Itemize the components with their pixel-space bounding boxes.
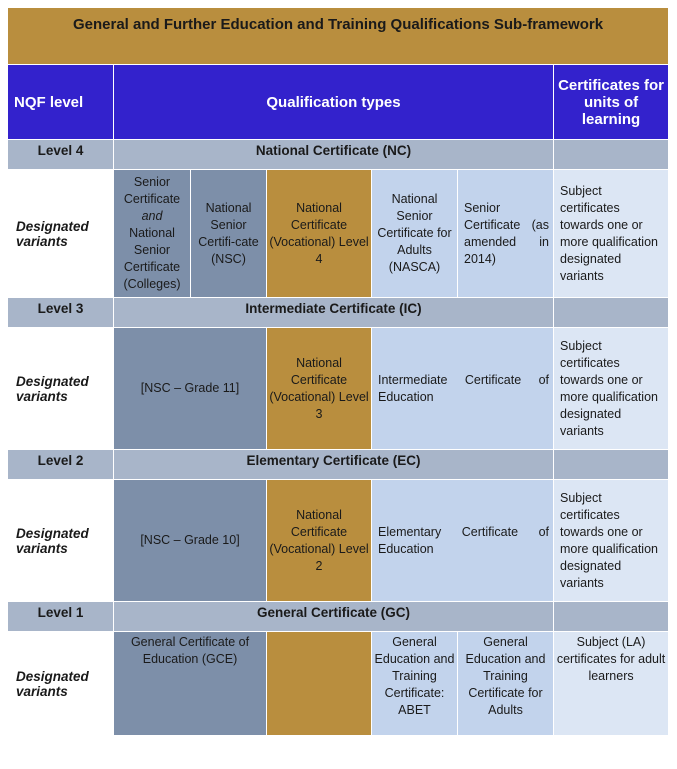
- level-2-variant-elementary-certificate: Elementary Certificate of Education: [372, 480, 554, 602]
- level-3-variant-ncv: National Certificate (Vocational) Level 3: [267, 328, 372, 450]
- header-qualification-types: Qualification types: [114, 65, 554, 140]
- level-1-variant-getc-adults: General Education and Training Certificate for Adults: [458, 632, 554, 736]
- level-3-title: Intermediate Certificate (IC): [114, 298, 554, 328]
- level-4-empty: [554, 140, 669, 170]
- level-4-variant-sc-amended: Senior Certificate (as amended in 2014): [458, 170, 554, 298]
- variant-text: Senior Certificate: [123, 175, 181, 206]
- table-title: General and Further Education and Training Qualifications Sub-framework: [8, 8, 669, 65]
- level-2-label: Level 2: [8, 450, 114, 480]
- variant-text: National Senior Certificate (Colleges): [123, 226, 181, 291]
- level-4-variant-senior-certificate: [114, 170, 191, 298]
- level-1-row: [8, 602, 669, 632]
- variant-and: and: [141, 209, 163, 223]
- level-4-title: National Certificate (NC): [114, 140, 554, 170]
- level-4-label: Level 4: [8, 140, 114, 170]
- level-3-row: [8, 298, 669, 328]
- header-nqf-level: NQF level: [8, 65, 114, 140]
- designated-variants-label: Designated variants: [8, 632, 114, 736]
- header-certificates-units: Certificates for units of learning: [554, 65, 669, 140]
- level-4-variant-nasca: National Senior Certificate for Adults (NASCA): [372, 170, 458, 298]
- designated-variants-label: Designated variants: [8, 328, 114, 450]
- level-4-row: [8, 140, 669, 170]
- level-1-label: Level 1: [8, 602, 114, 632]
- level-3-variant-nsc-grade-11: [NSC – Grade 11]: [114, 328, 267, 450]
- level-2-subject-certificates: Subject certificates towards one or more qualification designated variants: [554, 480, 669, 602]
- level-2-row: [8, 450, 669, 480]
- level-1-variant-getc-abet: General Education and Training Certificate: ABET: [372, 632, 458, 736]
- level-2-variants-row: [8, 480, 669, 602]
- level-3-variants-row: [8, 328, 669, 450]
- level-1-variant-gold-empty: [267, 632, 372, 736]
- level-4-variant-ncv: National Certificate (Vocational) Level 4: [267, 170, 372, 298]
- level-1-variants-row: [8, 632, 669, 736]
- level-3-variant-intermediate-certificate: Intermediate Certificate of Education: [372, 328, 554, 450]
- level-2-title: Elementary Certificate (EC): [114, 450, 554, 480]
- level-4-variants-row: [8, 170, 669, 298]
- qualifications-table: [7, 7, 669, 736]
- level-1-title: General Certificate (GC): [114, 602, 554, 632]
- level-1-empty: [554, 602, 669, 632]
- level-2-empty: [554, 450, 669, 480]
- level-4-subject-certificates: Subject certificates towards one or more qualification designated variants: [554, 170, 669, 298]
- designated-variants-label: Designated variants: [8, 170, 114, 298]
- level-3-label: Level 3: [8, 298, 114, 328]
- level-3-subject-certificates: Subject certificates towards one or more qualification designated variants: [554, 328, 669, 450]
- level-2-variant-ncv: National Certificate (Vocational) Level 2: [267, 480, 372, 602]
- level-2-variant-nsc-grade-10: [NSC – Grade 10]: [114, 480, 267, 602]
- level-1-variant-gce: General Certificate of Education (GCE): [114, 632, 267, 736]
- level-3-empty: [554, 298, 669, 328]
- designated-variants-label: Designated variants: [8, 480, 114, 602]
- level-1-subject-certificates: Subject (LA) certificates for adult learners: [554, 632, 669, 736]
- level-4-variant-nsc: National Senior Certifi-cate (NSC): [191, 170, 267, 298]
